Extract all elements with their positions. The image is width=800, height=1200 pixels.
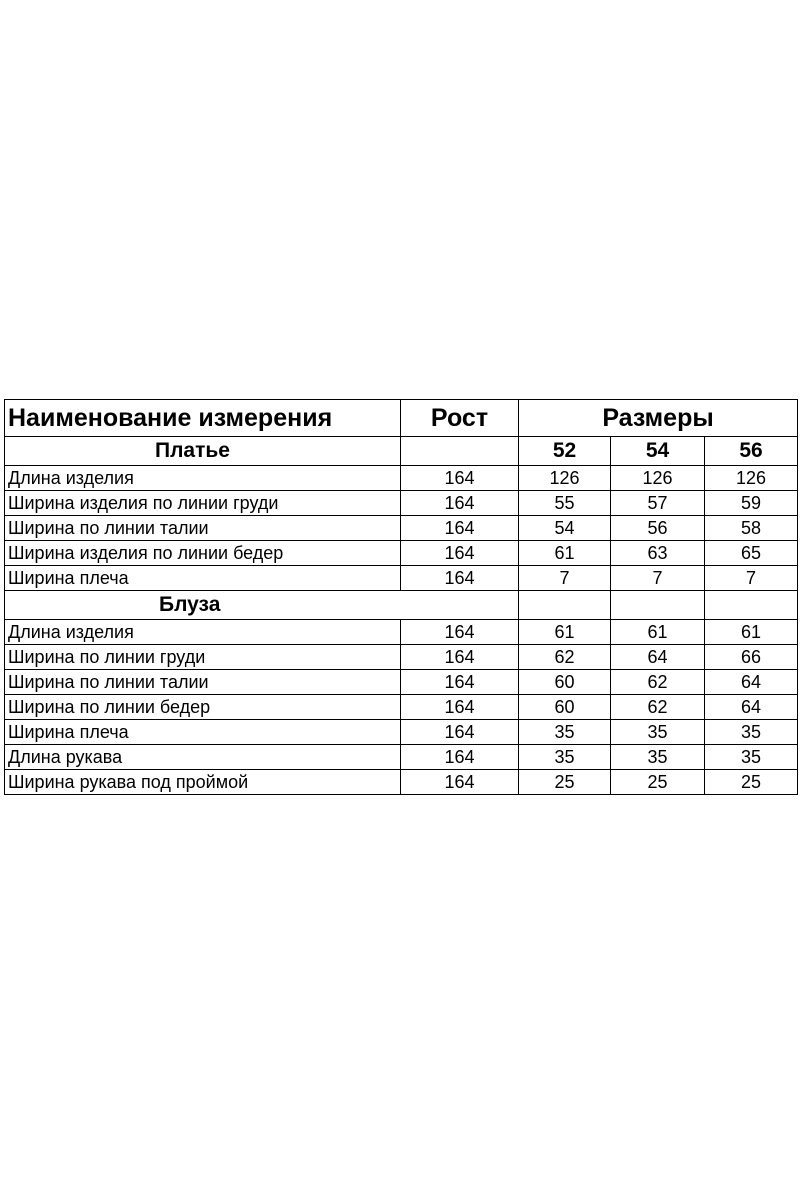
size-value: 7 [611, 566, 705, 591]
size-value: 64 [705, 670, 798, 695]
size-value: 61 [611, 620, 705, 645]
size-chart-table [4, 399, 798, 795]
size-value: 35 [611, 720, 705, 745]
size-value: 62 [611, 695, 705, 720]
table-row [5, 516, 798, 541]
height-header: Рост [401, 400, 519, 437]
size-chart-body [5, 400, 798, 795]
size-value: 57 [611, 491, 705, 516]
table-row [5, 770, 798, 795]
height-value: 164 [401, 541, 519, 566]
measurement-name: Ширина по линии талии [5, 670, 401, 695]
table-row [5, 541, 798, 566]
measurement-name: Ширина рукава под проймой [5, 770, 401, 795]
size-value: 126 [611, 466, 705, 491]
height-value: 164 [401, 695, 519, 720]
size-value: 60 [519, 670, 611, 695]
height-value: 164 [401, 491, 519, 516]
size-value: 126 [705, 466, 798, 491]
size-value: 64 [611, 645, 705, 670]
height-value: 164 [401, 720, 519, 745]
measurement-name: Длина рукава [5, 745, 401, 770]
height-value: 164 [401, 516, 519, 541]
size-header-cell: 56 [705, 437, 798, 466]
size-value: 61 [519, 541, 611, 566]
size-value: 63 [611, 541, 705, 566]
section-height-cell [401, 591, 519, 620]
section-title: Платье [5, 437, 401, 466]
header-row [5, 400, 798, 437]
empty-cell [705, 591, 798, 620]
size-value: 35 [519, 720, 611, 745]
size-value: 35 [705, 745, 798, 770]
table-row [5, 645, 798, 670]
measurement-name: Ширина по линии талии [5, 516, 401, 541]
size-value: 61 [705, 620, 798, 645]
table-row [5, 491, 798, 516]
height-value: 164 [401, 670, 519, 695]
height-value: 164 [401, 645, 519, 670]
size-value: 62 [519, 645, 611, 670]
size-value: 64 [705, 695, 798, 720]
measurement-name: Ширина плеча [5, 720, 401, 745]
size-value: 55 [519, 491, 611, 516]
size-header-cell: 54 [611, 437, 705, 466]
measurement-name: Длина изделия [5, 620, 401, 645]
size-value: 65 [705, 541, 798, 566]
measurement-name: Длина изделия [5, 466, 401, 491]
table-row [5, 720, 798, 745]
size-header-cell: 52 [519, 437, 611, 466]
size-value: 25 [611, 770, 705, 795]
size-value: 56 [611, 516, 705, 541]
table-row [5, 566, 798, 591]
size-value: 59 [705, 491, 798, 516]
size-value: 61 [519, 620, 611, 645]
size-value: 7 [705, 566, 798, 591]
height-value: 164 [401, 745, 519, 770]
size-value: 126 [519, 466, 611, 491]
measurement-name-header: Наименование измерения [5, 400, 401, 437]
size-value: 54 [519, 516, 611, 541]
height-value: 164 [401, 770, 519, 795]
height-value: 164 [401, 466, 519, 491]
size-value: 58 [705, 516, 798, 541]
section-title: Блуза [5, 591, 401, 620]
section-row [5, 591, 798, 620]
measurement-name: Ширина изделия по линии груди [5, 491, 401, 516]
measurement-name: Ширина изделия по линии бедер [5, 541, 401, 566]
size-value: 60 [519, 695, 611, 720]
size-value: 62 [611, 670, 705, 695]
section-height-cell [401, 437, 519, 466]
empty-cell [611, 591, 705, 620]
size-value: 25 [705, 770, 798, 795]
size-value: 35 [611, 745, 705, 770]
sizes-header: Размеры [519, 400, 798, 437]
measurement-name: Ширина по линии груди [5, 645, 401, 670]
measurement-name: Ширина плеча [5, 566, 401, 591]
table-row [5, 620, 798, 645]
size-value: 25 [519, 770, 611, 795]
section-row [5, 437, 798, 466]
size-value: 35 [705, 720, 798, 745]
height-value: 164 [401, 566, 519, 591]
table-row [5, 695, 798, 720]
measurement-name: Ширина по линии бедер [5, 695, 401, 720]
size-value: 35 [519, 745, 611, 770]
table-row [5, 745, 798, 770]
height-value: 164 [401, 620, 519, 645]
table-row [5, 670, 798, 695]
size-value: 7 [519, 566, 611, 591]
size-value: 66 [705, 645, 798, 670]
empty-cell [519, 591, 611, 620]
table-row [5, 466, 798, 491]
